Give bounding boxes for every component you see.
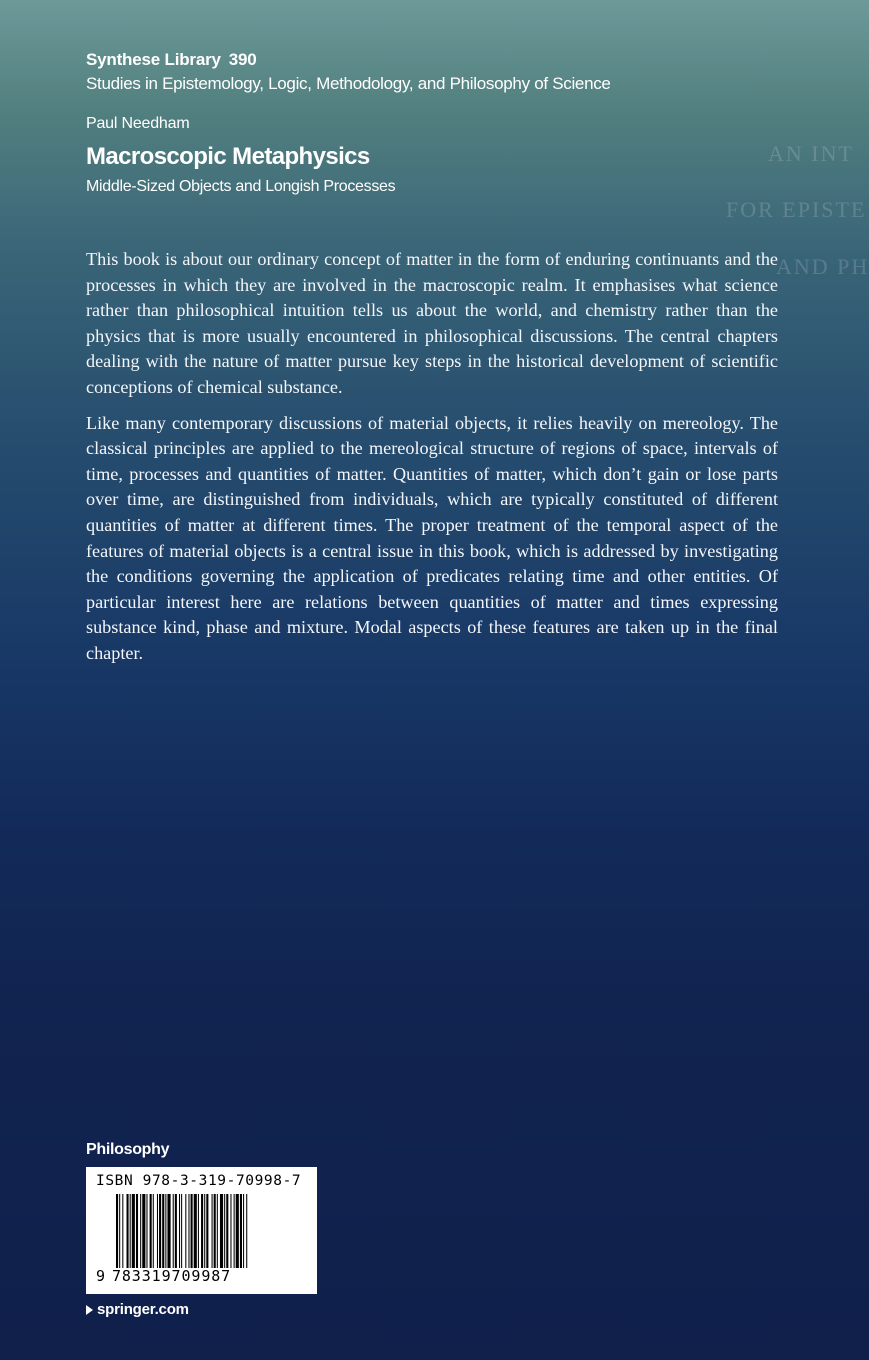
barcode-bar [140,1194,141,1268]
barcode-bar [198,1194,199,1268]
barcode-bar [201,1194,203,1268]
barcode-bar [173,1194,174,1268]
barcode-bar [220,1194,223,1268]
isbn-barcode [86,1167,317,1294]
description-paragraph: This book is about our ordinary concept of matter in the form of enduring continuants and the processes in which they are involved in the macroscopic realm. It emphasises what science rather than philosophical intuition tells us about the world, and chemistry rather than the physics that is more usually encountered in philosophical discussions. The central chapters dealing with the nature of matter pursue key steps in the historical development of scientific conceptions of chemical substance. [86,249,778,397]
book-description [86,247,778,677]
barcode-bar [127,1194,129,1268]
barcode-bar [136,1194,138,1268]
barcode-bar [181,1194,182,1268]
book-subtitle: Middle-Sized Objects and Longish Processes [86,178,396,195]
barcode-bar [119,1194,120,1268]
barcode-bar [142,1194,145,1268]
barcode-bar [132,1194,135,1268]
barcode-bar [116,1194,118,1268]
barcode-bar [175,1194,177,1268]
barcode-bar [226,1194,228,1268]
barcode-bar [206,1194,208,1268]
barcode-bar [236,1194,239,1268]
barcode-bar [204,1194,205,1268]
barcode-bar [246,1194,247,1268]
author-name: Paul Needham [86,115,190,132]
isbn-label: ISBN 978-3-319-70998-7 [96,1173,302,1189]
series-title [86,49,611,71]
background-text-line: FOR EPISTE [726,197,867,222]
barcode-bar [191,1194,193,1268]
barcode-bar [130,1194,131,1268]
book-title: Macroscopic Metaphysics [86,143,370,170]
series-volume: 390 [228,50,257,69]
barcode-bar [230,1194,231,1268]
barcode-lead-digit: 9 [96,1267,106,1285]
series-subtitle: Studies in Epistemology, Logic, Methodology, and Philosophy of Science [86,74,611,93]
barcode-bar [150,1194,152,1268]
barcode-bar [243,1194,244,1268]
series-header [86,49,611,97]
barcode-bar [146,1194,147,1268]
series-name: Synthese Library [86,50,221,69]
barcode-bar [165,1194,166,1268]
barcode-bar [153,1194,154,1268]
barcode-number: 783319709987 [111,1267,232,1285]
barcode-bar [157,1194,158,1268]
barcode-bar [188,1194,189,1268]
barcode-bar [122,1194,123,1268]
publisher-link[interactable] [86,1301,189,1318]
barcode-bars [116,1194,308,1268]
description-paragraph: Like many contemporary discussions of material objects, it relies heavily on mereology. The classical principles are applied to the mereological structure of regions of space, intervals of time, processes and quantities of matter. Quantities of matter, which don’t gain or lose parts over time, are distinguished from individuals, which are typically constituted of different quantities of matter at different times. The proper treatment of the temporal aspect of the features of material objects is a central issue in this book, which is addressed by investigating the conditions governing the application of predicates relating time and other entities. Of particular interest here are relations between quantities of matter and times expressing substance kind, phase and mixture. Modal aspects of these features are taken up in the final chapter. [86,412,778,663]
barcode-bar [185,1194,186,1268]
arrow-right-icon [86,1305,93,1315]
barcode-bar [162,1194,164,1268]
barcode-bar [167,1194,170,1268]
barcode-bar [159,1194,161,1268]
barcode-bar [179,1194,180,1268]
barcode-bar [217,1194,218,1268]
barcode-bar [212,1194,213,1268]
barcode-bar [194,1194,197,1268]
barcode-digits [96,1267,231,1285]
barcode-bar [240,1194,242,1268]
background-text-line: AND PH [776,254,869,279]
barcode-bar [214,1194,216,1268]
barcode-bar [224,1194,225,1268]
barcode-bar [234,1194,235,1268]
subject-category: Philosophy [86,1141,170,1158]
publisher-url: springer.com [97,1301,189,1318]
background-text-line: AN INT [768,141,854,166]
